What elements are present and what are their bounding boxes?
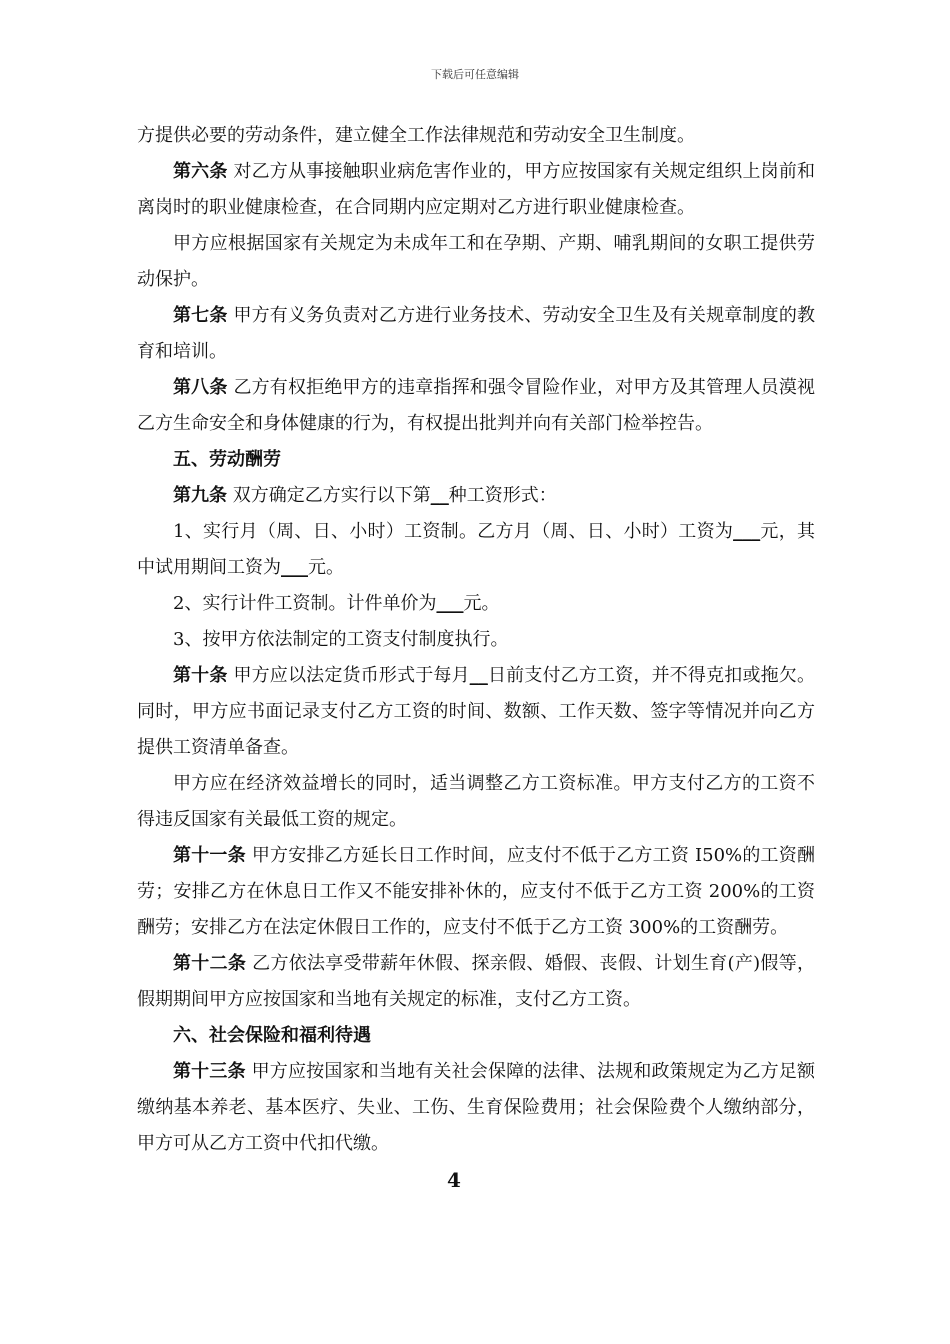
article-7: 第七条 甲方有义务负责对乙方进行业务技术、劳动安全卫生及有关规章制度的教育和培训。 xyxy=(137,305,815,362)
article-label: 第十三条 xyxy=(173,1061,246,1082)
article-label: 第十一条 xyxy=(173,845,246,866)
article-label: 第九条 xyxy=(173,485,227,506)
paragraph: 甲方应根据国家有关规定为未成年工和在孕期、产期、哺乳期间的女职工提供劳动保护。 xyxy=(137,233,815,290)
fill-blank: __ xyxy=(469,665,488,686)
article-13: 第十三条 甲方应按国家和当地有关社会保障的法律、法规和政策规定为乙方足额缴纳基本养老、基本医疗、失业、工伤、生育保险费用；社会保险费个人缴纳部分，甲方可从乙方工资中代扣代缴。 xyxy=(137,1061,815,1154)
article-9: 第九条 双方确定乙方实行以下第__种工资形式： xyxy=(173,485,557,506)
article-label: 第十条 xyxy=(173,665,228,686)
article-label: 第八条 xyxy=(173,377,228,398)
article-label: 第六条 xyxy=(173,161,228,182)
fill-blank: __ xyxy=(430,485,449,506)
fill-blank: ___ xyxy=(436,593,464,614)
page-header: 下载后可任意编辑 xyxy=(431,68,519,81)
article-label: 第七条 xyxy=(173,305,228,326)
article-8: 第八条 乙方有权拒绝甲方的违章指挥和强令冒险作业，对甲方及其管理人员漠视乙方生命安全和身体健康的行为，有权提出批判并向有关部门检举控告。 xyxy=(137,377,815,434)
section-heading: 五、劳动酬劳 xyxy=(173,449,281,470)
fill-blank: ___ xyxy=(281,557,308,578)
article-12: 第十二条 乙方依法享受带薪年休假、探亲假、婚假、丧假、计划生育(产)假等，假期期间甲方应按国家和当地有关规定的标准，支付乙方工资。 xyxy=(137,953,815,1010)
list-item: 1、实行月（周、日、小时）工资制。乙方月（周、日、小时）工资为___元，其中试用期间工资为___元。 xyxy=(137,521,815,578)
list-item: 2、实行计件工资制。计件单价为___元。 xyxy=(173,593,500,614)
page-number: 4 xyxy=(447,1168,461,1192)
fill-blank: ___ xyxy=(733,521,761,542)
document-body xyxy=(137,118,815,1162)
section-heading: 六、社会保险和福利待遇 xyxy=(173,1025,371,1046)
article-11: 第十一条 甲方安排乙方延长日工作时间，应支付不低于乙方工资 I50%的工资酬劳；安排乙方在休息日工作又不能安排补休的，应支付不低于乙方工资 200%的工资酬劳；安排乙方在法定休假日工作的，应支付不低于乙方工资 300%的工资酬劳。 xyxy=(137,845,815,938)
article-label: 第十二条 xyxy=(173,953,247,974)
article-6: 第六条 对乙方从事接触职业病危害作业的，甲方应按国家有关规定组织上岗前和离岗时的职业健康检查，在合同期内应定期对乙方进行职业健康检查。 xyxy=(137,161,815,218)
paragraph: 方提供必要的劳动条件，建立健全工作法律规范和劳动安全卫生制度。 xyxy=(137,125,695,146)
list-item: 3、按甲方依法制定的工资支付制度执行。 xyxy=(173,629,509,650)
paragraph: 甲方应在经济效益增长的同时，适当调整乙方工资标准。甲方支付乙方的工资不得违反国家有关最低工资的规定。 xyxy=(137,773,815,830)
article-10: 第十条 甲方应以法定货币形式于每月__日前支付乙方工资，并不得克扣或拖欠。同时，甲方应书面记录支付乙方工资的时间、数额、工作天数、签字等情况并向乙方提供工资清单备查。 xyxy=(137,665,816,758)
